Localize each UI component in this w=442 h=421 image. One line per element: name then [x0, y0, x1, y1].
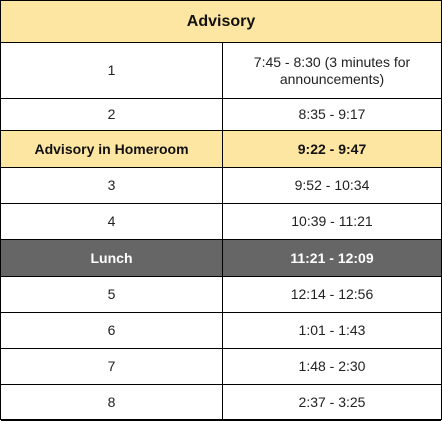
- time-cell: 1:48 - 2:30: [298, 358, 366, 374]
- time-cell: 1:01 - 1:43: [298, 322, 366, 338]
- time-cell: 8:35 - 9:17: [298, 106, 366, 122]
- period-cell: 3: [1, 168, 223, 203]
- period-cell: Lunch: [1, 240, 223, 276]
- advisory-row: [1, 131, 441, 168]
- table-row: [1, 204, 441, 240]
- table-row: [1, 313, 441, 349]
- period-cell: 7: [1, 349, 223, 384]
- table-row: [1, 277, 441, 313]
- time-cell: 10:39 - 11:21: [291, 213, 373, 229]
- table-row: [1, 168, 441, 204]
- table-row: [1, 349, 441, 385]
- time-cell: 9:52 - 10:34: [294, 177, 370, 193]
- table-row: [1, 99, 441, 131]
- period-cell: 6: [1, 313, 223, 348]
- time-cell: 11:21 - 12:09: [290, 249, 374, 266]
- table-header-row: [1, 1, 441, 43]
- table-title: Advisory: [186, 13, 256, 30]
- period-cell: Advisory in Homeroom: [1, 131, 223, 167]
- period-cell: 5: [1, 277, 223, 312]
- period-cell: 2: [1, 99, 223, 130]
- time-cell: 2:37 - 3:25: [298, 394, 366, 410]
- lunch-row: [1, 240, 441, 277]
- time-cell: 12:14 - 12:56: [290, 286, 374, 302]
- table-row: [1, 385, 441, 421]
- time-cell: 7:45 - 8:30 (3 minutes for announcements): [253, 53, 411, 87]
- time-cell: 9:22 - 9:47: [297, 140, 367, 157]
- table-row: [1, 43, 441, 99]
- period-cell: 4: [1, 204, 223, 239]
- period-cell: 1: [1, 43, 223, 98]
- period-cell: 8: [1, 385, 223, 420]
